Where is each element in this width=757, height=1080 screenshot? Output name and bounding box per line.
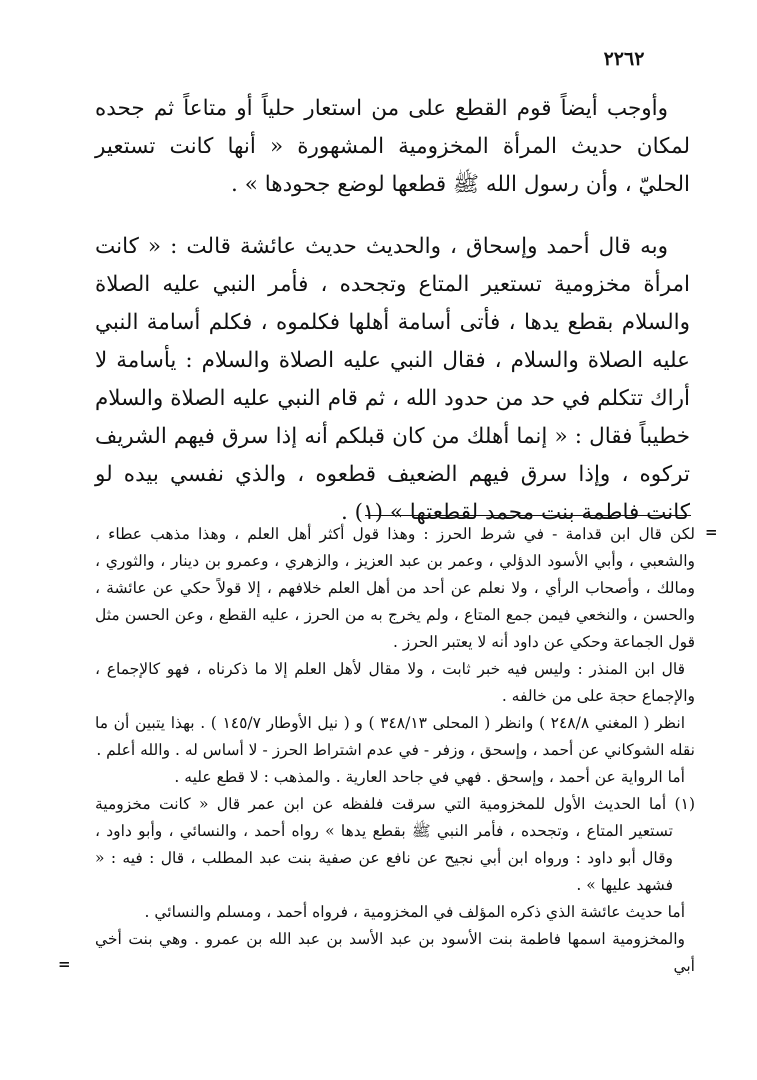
main-paragraph: وبه قال أحمد وإسحاق ، والحديث حديث عائشة قالت : « كانت امرأة مخزومية تستعير المتاع وتجحده ، فأمر النبي عليه الصلاة والسلام بقطع يدها ، فأتى أسامة أهلها فكلموه ، فكلم أسامة النبي عليه الصلاة والسلام ، فقال النبي عليه الصلاة والسلام : يأسامة لا أراك تتكلم في حد من حدود الله ، ثم قام النبي عليه الصلاة والسلام خطيباً فقال : « إنما أهلك من كان قبلكم أنه إذا سرق فيهم الشريف تركوه ، وإذا سرق فيهم الضعيف قطعوه ، والذي نفسي بيده لو كانت فاطمة بنت محمد لقطعتها » (١) .: [95, 234, 691, 525]
page-number: ٢٢٦٢: [603, 48, 645, 70]
footnote-paragraph: أما حديث عائشة الذي ذكره المؤلف في المخزومية ، فرواه أحمد ، ومسلم والنسائي .: [144, 903, 685, 921]
footnote-1: (١) أما الحديث الأول للمخزومية التي سرقت فلفظه عن ابن عمر قال « كانت مخزومية تستعير المتاع ، وتجحده ، فأمر النبي ﷺ بقطع يدها » رواه أحمد ، والنسائي ، وأبو داود ، وقال أبو داود : ورواه ابن أبي نجيح عن نافع عن صفية بنت عبد المطلب ، قال : فيه : « فشهد عليها » .: [95, 795, 695, 894]
footnote-paragraph: أما الرواية عن أحمد ، وإسحق . فهي في جاحد العارية . والمذهب : لا قطع عليه .: [174, 768, 685, 786]
continuation-mark-bottom: =: [58, 955, 71, 973]
continuation-mark-top: =: [705, 523, 718, 541]
footnote-paragraph: قال ابن المنذر : وليس فيه خبر ثابت ، ولا مقال لأهل العلم إلا ما ذكرناه ، فهو كالإجماع ، والإجماع حجة على من خالفه .: [95, 660, 695, 705]
footnote-paragraph: والمخزومية اسمها فاطمة بنت الأسود بن عبد الأسد بن عبد الله بن عمرو . وهي بنت أخي أبي: [95, 930, 695, 975]
main-paragraph: وأوجب أيضاً قوم القطع على من استعار حلياً أو متاعاً ثم جحده لمكان حديث المرأة المخزومية المشهورة « أنها كانت تستعير الحليّ ، وأن رسول الله ﷺ قطعها لوضع جحودها » .: [95, 96, 690, 197]
footnotes: [95, 521, 695, 980]
footnote-paragraph: لكن قال ابن قدامة - في شرط الحرز : وهذا قول أكثر أهل العلم ، وهذا مذهب عطاء ، والشعبي ، وأبي الأسود الدؤلي ، وعمر بن عبد العزيز ، والزهري ، وعمرو بن دينار ، والثوري ، ومالك ، وأصحاب الرأي ، ولا نعلم عن أحد من أهل العلم خلافهم ، إلا قولاً حكي عن عائشة ، والحسن ، والنخعي فيمن جمع المتاع ، ولم يخرج به من الحرز ، عليه القطع ، وعن الحسن مثل قول الجماعة وحكي عن داود أنه لا يعتبر الحرز .: [95, 525, 695, 651]
main-text: [95, 90, 690, 532]
footnote-separator: [365, 515, 691, 516]
footnote-paragraph: انظر ( المغني ٢٤٨/٨ ) وانظر ( المحلى ٣٤٨/١٣ ) و ( نيل الأوطار ١٤٥/٧ ) . بهذا يتبين أن ما نقله الشوكاني عن أحمد ، وإسحق ، وزفر - في عدم اشتراط الحرز - لا أساس له . والله أعلم .: [95, 714, 695, 759]
